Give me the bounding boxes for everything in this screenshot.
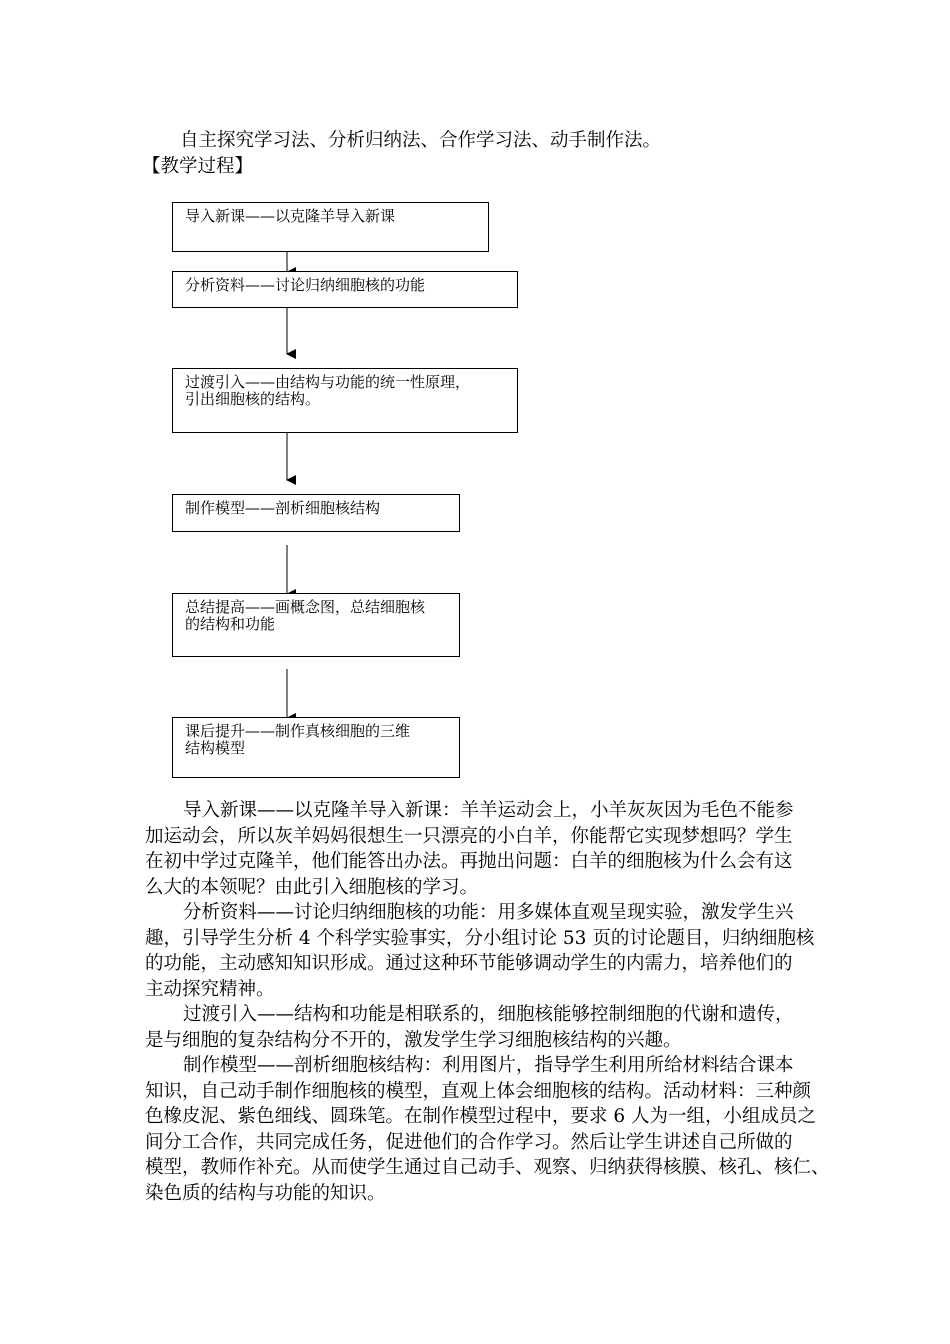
paragraph-line: 分析资料——讨论归纳细胞核的功能：用多媒体直观呈现实验，激发学生兴 <box>183 902 794 923</box>
flow-box-line: 结构模型 <box>185 739 246 757</box>
paragraph-line: 么大的本领呢？由此引入细胞核的学习。 <box>145 876 479 898</box>
paragraph-line: 是与细胞的复杂结构分不开的，激发学生学习细胞核结构的兴趣。 <box>145 1029 682 1051</box>
flow-box-extension <box>172 717 460 778</box>
paragraph-line: 在初中学过克隆羊，他们能答出办法。再抛出问题：白羊的细胞核为什么会有这 <box>145 851 793 872</box>
paragraph-line: 间分工合作，共同完成任务，促进他们的合作学习。然后让学生讲述自己所做的 <box>145 1131 793 1153</box>
flow-box-analysis <box>172 271 518 308</box>
flow-box-line: 制作模型——剖析细胞核结构 <box>185 499 381 517</box>
paragraph-line: 加运动会，所以灰羊妈妈很想生一只漂亮的小白羊，你能帮它实现梦想吗？学生 <box>145 825 793 847</box>
flow-box-intro <box>172 202 489 252</box>
teaching-methods-line: 自主探究学习法、分析归纳法、合作学习法、动手制作法。 <box>180 130 662 151</box>
flow-box-line: 课后提升——制作真核细胞的三维 <box>185 722 411 740</box>
paragraph-line: 导入新课——以克隆羊导入新课：羊羊运动会上，小羊灰灰因为毛色不能参 <box>183 800 794 821</box>
flow-box-line: 的结构和功能 <box>185 615 276 633</box>
paragraph-line: 主动探究精神。 <box>145 978 275 1000</box>
flow-box-model <box>172 494 460 532</box>
paragraph-analysis <box>145 900 814 1002</box>
flow-box-line: 过渡引入——由结构与功能的统一性原理， <box>185 373 471 391</box>
paragraph-line: 的功能，主动感知知识形成。通过这种环节能够调动学生的内需力，培养他们的 <box>145 953 793 974</box>
paragraph-line: 色橡皮泥、紫色细线、圆珠笔。在制作模型过程中，要求 6 人为一组，小组成员之 <box>145 1106 817 1127</box>
paragraph-line: 制作模型——剖析细胞核结构：利用图片，指导学生利用所给材料结合课本 <box>183 1055 794 1076</box>
paragraph-line: 染色质的结构与功能的知识。 <box>145 1182 386 1204</box>
flow-box-line: 分析资料——讨论归纳细胞核的功能 <box>185 276 426 294</box>
flow-box-summary <box>172 593 460 657</box>
flow-box-line: 导入新课——以克隆羊导入新课 <box>185 207 396 225</box>
paragraph-model <box>145 1053 830 1206</box>
section-heading: 【教学过程】 <box>142 156 254 177</box>
paragraph-line: 模型，教师作补充。从而使学生通过自己动手、观察、归纳获得核膜、核孔、核仁、 <box>145 1157 830 1178</box>
flow-box-line: 引出细胞核的结构。 <box>185 390 321 408</box>
paragraph-intro <box>145 798 794 900</box>
flow-box-transition <box>172 368 518 433</box>
paragraph-line: 知识，自己动手制作细胞核的模型，直观上体会细胞核的结构。活动材料：三种颜 <box>145 1080 812 1102</box>
flow-box-line: 总结提高——画概念图，总结细胞核 <box>185 598 426 616</box>
paragraph-line: 过渡引入——结构和功能是相联系的，细胞核能够控制细胞的代谢和遗传， <box>183 1004 794 1025</box>
paragraph-transition <box>145 1002 794 1053</box>
paragraph-line: 趣，引导学生分析 4 个科学实验事实，分小组讨论 53 页的讨论题目，归纳细胞核 <box>145 927 815 949</box>
